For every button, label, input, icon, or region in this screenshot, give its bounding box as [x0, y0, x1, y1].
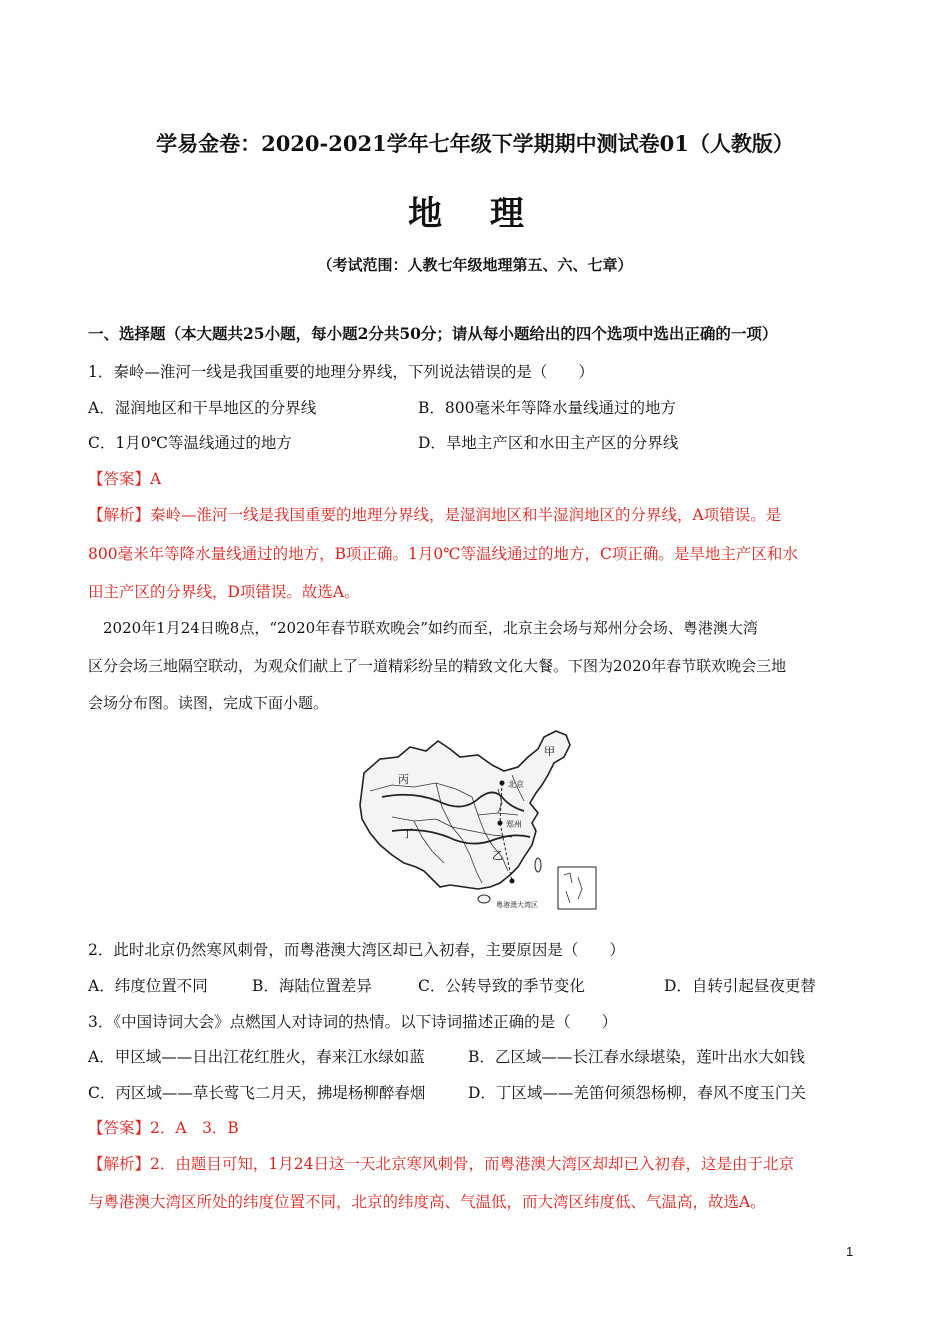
map-figure [352, 727, 602, 912]
answer-value: A [150, 470, 162, 488]
q1-option-a: A．湿润地区和干旱地区的分界线 [88, 399, 317, 417]
china-venue-map [352, 727, 602, 912]
q2-option-a: A．纬度位置不同 [88, 977, 208, 995]
subject-heading: 地 理 [408, 194, 542, 234]
map-label-bay-area: 粤港澳大湾区 [496, 901, 538, 909]
answer-value: 2．A 3．B [150, 1119, 239, 1137]
answer-label: 【答案】 [88, 470, 151, 488]
material-line-1: 2020年1月24日晚8点，“2020年春节联欢晚会”如约而至，北京主会场与郑州分会场、粤港澳大湾 [103, 619, 758, 637]
exam-scope: （考试范围：人教七年级地理第五、六、七章） [317, 256, 633, 274]
page-number: 1 [846, 1244, 854, 1259]
zhengzhou-marker [498, 821, 503, 826]
section-heading: 一、选择题（本大题共25小题，每小题2分共50分；请从每小题给出的四个选项中选出正确的一项） [88, 324, 778, 343]
q3-option-d: D．丁区域——羌笛何须怨杨柳，春风不度玉门关 [468, 1084, 806, 1102]
analysis-text: 秦岭—淮河一线是我国重要的地理分界线，是湿润地区和半湿润地区的分界线，A项错误。是 [150, 506, 782, 524]
q23-analysis-line-1 [88, 1152, 794, 1174]
q1-option-c: C．1月0℃等温线通过的地方 [88, 434, 292, 452]
map-label-bing: 丙 [398, 773, 409, 786]
q1-option-d: D．旱地主产区和水田主产区的分界线 [418, 434, 679, 452]
beijing-marker [500, 781, 505, 786]
analysis-label: 【解析】 [88, 506, 151, 524]
hainan-island [478, 895, 490, 903]
q3-option-c: C．丙区域——草长莺飞二月天，拂堤杨柳醉春烟 [88, 1084, 426, 1102]
q1-analysis-line-3: 田主产区的分界线，D项错误。故选A。 [88, 583, 360, 601]
answer-label: 【答案】 [88, 1119, 151, 1137]
map-label-zhengzhou: 郑州 [506, 820, 522, 829]
map-label-beijing: 北京 [508, 780, 524, 789]
q23-analysis-line-2: 与粤港澳大湾区所处的纬度位置不同，北京的纬度高、气温低，而大湾区纬度低、气温高，故选A。 [88, 1193, 766, 1211]
exam-title: 学易金卷：2020-2021学年七年级下学期期中测试卷01（人教版） [156, 131, 794, 156]
map-label-ding: 丁 [402, 827, 413, 840]
south-china-sea-inset [558, 867, 596, 909]
analysis-label: 【解析】 [88, 1155, 151, 1173]
q1-analysis-line-1 [88, 503, 781, 525]
material-line-3: 会场分布图。读图，完成下面小题。 [88, 694, 329, 712]
bay-area-marker [510, 879, 515, 884]
q1-analysis-line-2: 800毫米年等降水量线通过的地方，B项正确。1月0℃等温线通过的地方，C项正确。是旱地主产区和水 [88, 545, 798, 563]
q2-option-c: C．公转导致的季节变化 [418, 977, 585, 995]
q3-option-a: A．甲区域——日出江花红胜火，春来江水绿如蓝 [88, 1048, 425, 1066]
q1-option-b: B．800毫米年等降水量线通过的地方 [418, 399, 676, 417]
q2-stem: 2．此时北京仍然寒风刺骨，而粤港澳大湾区却已入初春，主要原因是（ ） [88, 941, 625, 959]
map-label-jia: 甲 [544, 745, 555, 758]
q2-option-d: D．自转引起昼夜更替 [664, 977, 816, 995]
q3-option-b: B．乙区域——长江春水绿堪染，莲叶出水大如钱 [468, 1048, 805, 1066]
q1-answer [88, 467, 161, 489]
material-line-2: 区分会场三地隔空联动，为观众们献上了一道精彩纷呈的精致文化大餐。下图为2020年春节联欢晚会三地 [88, 657, 787, 675]
q23-answer [88, 1116, 239, 1138]
map-label-yi: 乙 [492, 849, 503, 862]
taiwan-island [535, 858, 541, 872]
q2-option-b: B．海陆位置差异 [252, 977, 372, 995]
q3-stem: 3．《中国诗词大会》点燃国人对诗词的热情。以下诗词描述正确的是（ ） [88, 1013, 618, 1031]
q1-stem: 1．秦岭—淮河一线是我国重要的地理分界线，下列说法错误的是（ ） [88, 363, 594, 381]
analysis-text: 2．由题目可知，1月24日这一天北京寒风刺骨，而粤港澳大湾区却却已入初春，这是由于北京 [150, 1155, 794, 1173]
